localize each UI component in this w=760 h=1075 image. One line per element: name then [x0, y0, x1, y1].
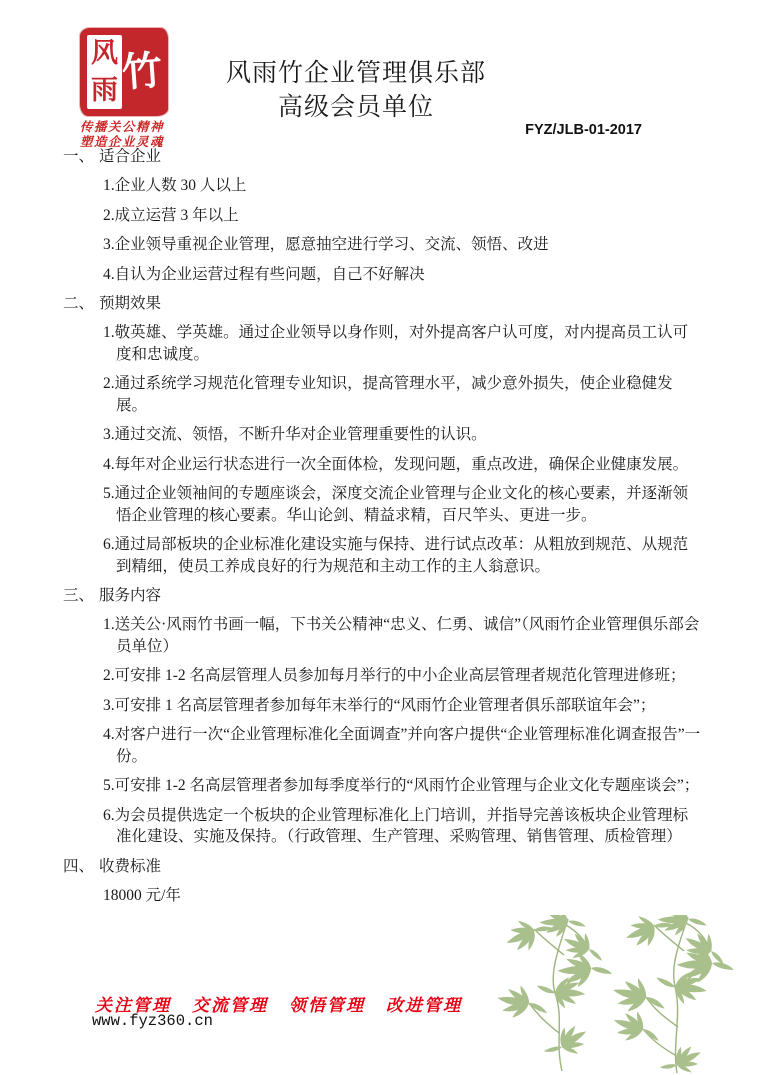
logo-tagline-line1: 传播关公精神	[80, 120, 165, 134]
page-title: 风雨竹企业管理俱乐部	[225, 60, 486, 87]
list-item: 1.企业人数 30 人以上	[103, 177, 247, 194]
section-title: 服务内容	[99, 587, 162, 604]
bamboo-left-stalk	[492, 915, 615, 1071]
logo-tagline-line2: 塑造企业灵魂	[80, 135, 165, 149]
section-items	[103, 322, 703, 577]
list-item: 1.敬英雄、学英雄。通过企业领导以身作则，对外提高客户认可度，对内提高员工认可度和忠诚度。	[103, 324, 689, 363]
section-heading	[63, 856, 700, 877]
section-heading	[63, 146, 700, 167]
slogan-phrase: 改进管理	[386, 996, 462, 1015]
list-item: 6.通过局部板块的企业标准化建设实施与保持、进行试点改革：从粗放到规范、从规范到精细，使员工养成良好的行为规范和主动工作的主人翁意识。	[103, 536, 689, 575]
section-items	[103, 885, 703, 907]
fee-amount: 18000 元/年	[103, 886, 181, 904]
section-title: 适合企业	[99, 148, 162, 165]
slogan-phrase: 领悟管理	[289, 996, 365, 1015]
list-item: 5.可安排 1-2 名高层管理者参加每季度举行的“风雨竹企业管理与企业文化专题座谈会”；	[103, 777, 700, 794]
list-item: 6.为会员提供选定一个板块的企业管理标准化上门培训，并指导完善该板块企业管理标准化建设、实施及保持。（行政管理、生产管理、采购管理、销售管理、质检管理）	[103, 806, 689, 845]
section-service-content	[63, 585, 700, 848]
document-body	[63, 146, 700, 914]
title-block	[0, 58, 712, 124]
bamboo-watermark-illustration	[492, 915, 754, 1073]
section-suitable-enterprises	[63, 146, 700, 285]
section-number: 一、	[63, 148, 95, 165]
seal-char-zhu: 竹	[120, 47, 164, 96]
list-item: 1.送关公·风雨竹书画一幅，下书关公精神“忠义、仁勇、诚信”（风雨竹企业管理俱乐部会员单位）	[103, 616, 700, 655]
slogan-phrase: 交流管理	[192, 996, 268, 1015]
list-item: 3.可安排 1 名高层管理者参加每年末举行的“风雨竹企业管理者俱乐部联谊年会”；	[103, 696, 656, 714]
section-number: 四、	[63, 857, 95, 875]
section-title: 收费标准	[99, 857, 162, 875]
list-item: 4.对客户进行一次“企业管理标准化全面调查”并向客户提供“企业管理标准化调查报告”一份。	[103, 726, 701, 765]
section-number: 三、	[63, 587, 95, 604]
list-item: 4.自认为企业运营过程有些问题，自己不好解决	[103, 265, 425, 283]
list-item: 3.企业领导重视企业管理，愿意抽空进行学习、交流、领悟、改进	[103, 236, 549, 253]
seal-char-feng: 风	[91, 38, 118, 68]
list-item: 2.成立运营 3 年以上	[103, 206, 239, 224]
document-code: FYZ/JLB-01-2017	[525, 122, 642, 138]
section-title: 预期效果	[99, 295, 162, 312]
list-item: 3.通过交流、领悟，不断升华对企业管理重要性的认识。	[103, 426, 487, 443]
section-heading	[63, 585, 700, 606]
list-item: 4.每年对企业运行状态进行一次全面体检，发现问题，重点改进，确保企业健康发展。	[103, 455, 689, 473]
list-item: 2.可安排 1-2 名高层管理人员参加每月举行的中小企业高层管理者规范化管理进修班；	[103, 667, 686, 684]
section-fee-standard	[63, 856, 700, 907]
section-items	[103, 175, 703, 285]
slogan-phrase: 关注管理	[95, 996, 171, 1015]
page-subtitle: 高级会员单位	[277, 94, 434, 121]
website-url: www.fyz360.cn	[92, 1012, 213, 1030]
section-expected-results	[63, 293, 700, 577]
section-items	[103, 614, 703, 848]
bamboo-right-stalk	[607, 915, 738, 1073]
list-item: 5.通过企业领袖间的专题座谈会，深度交流企业管理与企业文化的核心要素，并逐渐领悟企业管理的核心要素。华山论剑、精益求精，百尺竿头、更进一步。	[103, 485, 689, 524]
section-heading	[63, 293, 700, 314]
section-number: 二、	[63, 295, 95, 312]
list-item: 2.通过系统学习规范化管理专业知识，提高管理水平，减少意外损失，使企业稳健发展。	[103, 375, 673, 414]
seal-char-yu: 雨	[91, 75, 118, 105]
